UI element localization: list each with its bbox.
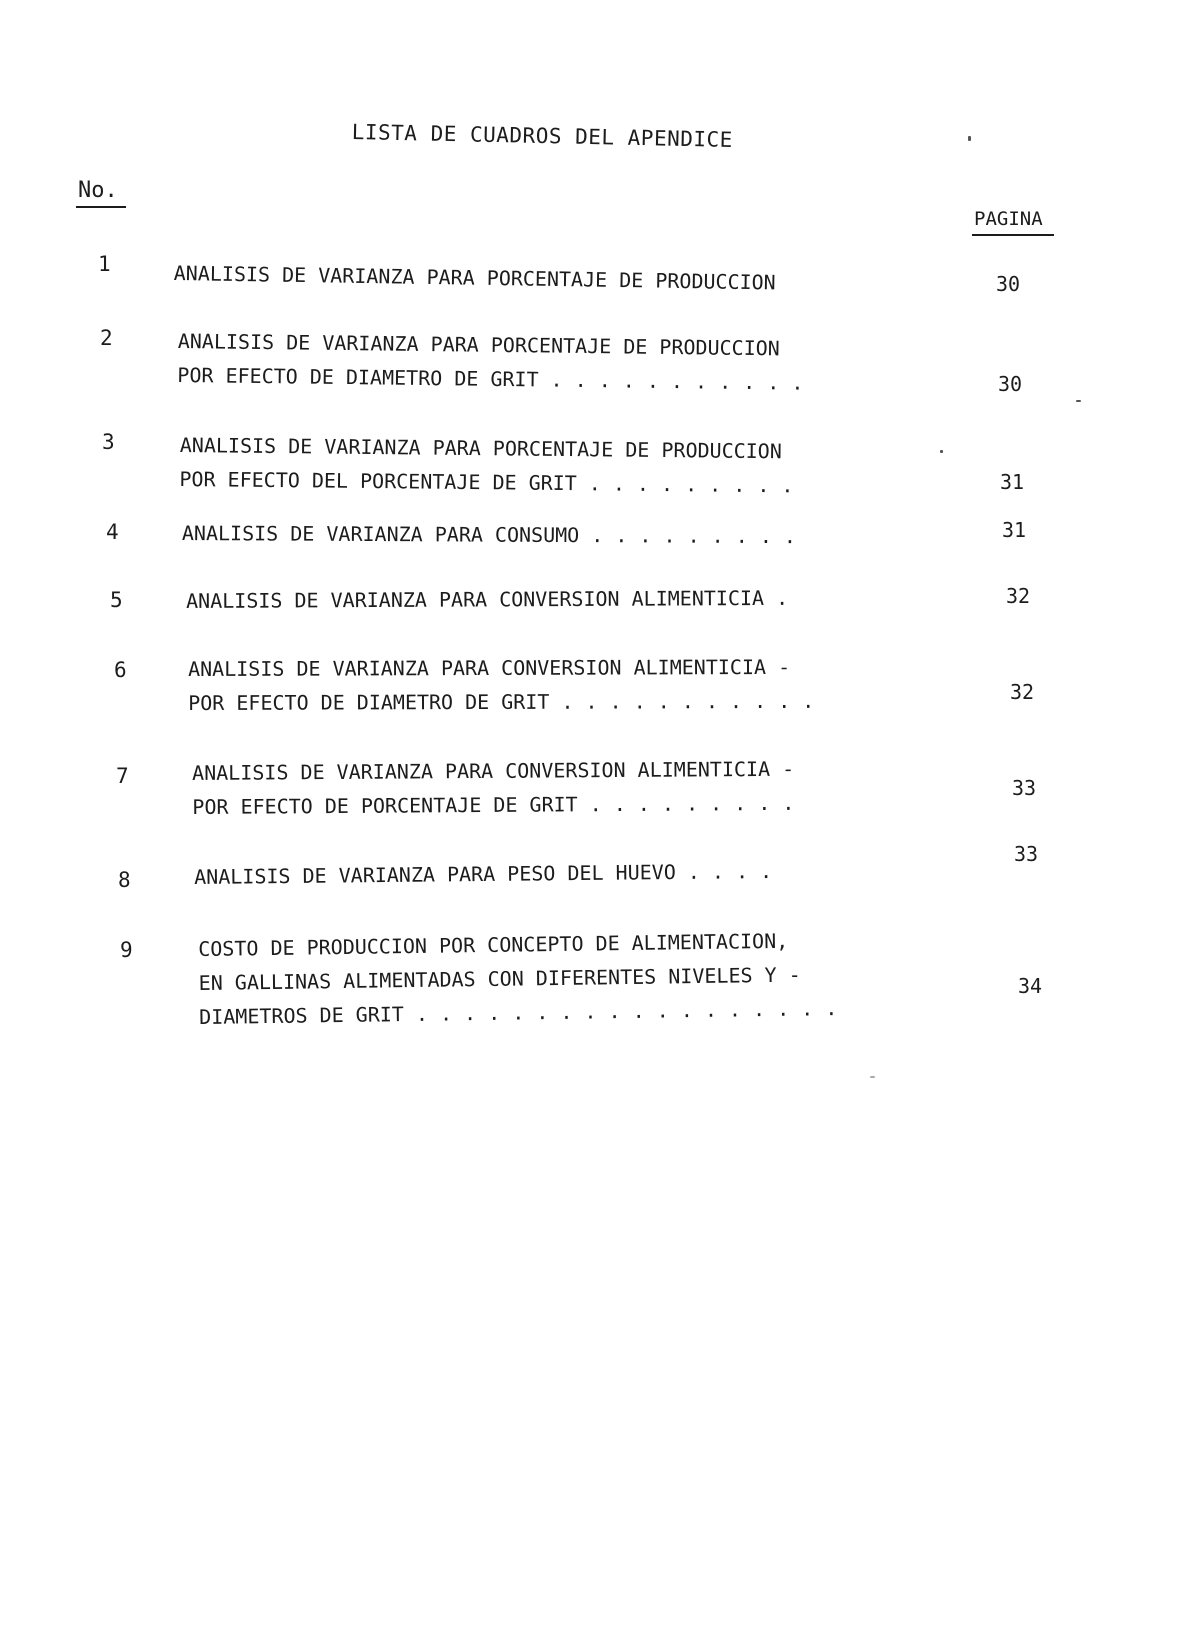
- entry-line: POR EFECTO DE DIAMETRO DE GRIT . . . . . . . . . . .: [177, 362, 804, 395]
- entry-page-number: 32: [1006, 584, 1031, 608]
- entry-description: [177, 324, 804, 400]
- entry-description: [173, 256, 776, 299]
- entry-line: COSTO DE PRODUCCION POR CONCEPTO DE ALIMENTACION,: [198, 928, 789, 961]
- entry-line: ANALISIS DE VARIANZA PARA CONVERSION ALIMENTICIA .: [186, 585, 789, 613]
- entry-page-number: 32: [1010, 680, 1035, 704]
- page-header-underline: [972, 234, 1054, 236]
- entry-description: [179, 428, 794, 502]
- scan-speck: [870, 1076, 875, 1078]
- entry-description: [198, 923, 838, 1034]
- entry-line: ANALISIS DE VARIANZA PARA PORCENTAJE DE PRODUCCION: [177, 328, 780, 361]
- entry-line: ANALISIS DE VARIANZA PARA PORCENTAJE DE PRODUCCION: [173, 260, 776, 295]
- page-column-header: PAGINA: [974, 208, 1043, 230]
- entry-number: 2: [100, 326, 113, 350]
- scan-speck: [968, 136, 971, 141]
- entry-page-number: 33: [1014, 842, 1039, 866]
- entry-number: 8: [118, 868, 131, 892]
- entry-line: ANALISIS DE VARIANZA PARA CONVERSION ALIMENTICIA -: [188, 654, 791, 681]
- number-header-underline: [76, 206, 126, 208]
- entry-line: POR EFECTO DE PORCENTAJE DE GRIT . . . . . . . . .: [192, 790, 795, 819]
- entry-line: EN GALLINAS ALIMENTADAS CON DIFERENTES NIVELES Y -: [198, 962, 801, 995]
- entry-page-number: 33: [1012, 776, 1037, 800]
- entry-line: POR EFECTO DE DIAMETRO DE GRIT . . . . . . . . . . .: [188, 688, 815, 715]
- entry-description: [194, 854, 772, 894]
- entry-line: ANALISIS DE VARIANZA PARA CONSUMO . . . . . . . . .: [181, 520, 797, 549]
- entry-page-number: 34: [1018, 974, 1043, 998]
- entry-description: [188, 650, 814, 720]
- entry-line: ANALISIS DE VARIANZA PARA PORCENTAJE DE PRODUCCION: [179, 432, 782, 464]
- entry-description: [186, 581, 788, 618]
- entry-description: [192, 752, 795, 824]
- entry-number: 4: [106, 520, 119, 544]
- entry-number: 3: [102, 430, 115, 454]
- entry-page-number: 31: [1000, 470, 1025, 494]
- scan-speck: [940, 450, 943, 453]
- page-title: LISTA DE CUADROS DEL APENDICE: [351, 120, 734, 152]
- entry-number: 5: [110, 588, 123, 612]
- entry-description: [182, 516, 796, 553]
- entry-line: ANALISIS DE VARIANZA PARA PESO DEL HUEVO . . . .: [194, 858, 773, 889]
- entry-page-number: 31: [1002, 518, 1027, 542]
- scan-speck: [1076, 400, 1081, 402]
- entry-line: ANALISIS DE VARIANZA PARA CONVERSION ALIMENTICIA -: [192, 756, 795, 785]
- number-column-header: No.: [78, 178, 118, 203]
- entry-number: 7: [116, 764, 129, 788]
- entry-number: 1: [98, 252, 111, 276]
- entry-number: 6: [114, 658, 127, 682]
- entry-page-number: 30: [998, 372, 1023, 396]
- entry-line: DIAMETROS DE GRIT . . . . . . . . . . . . . . . . . .: [199, 996, 838, 1029]
- entry-page-number: 30: [996, 272, 1021, 296]
- entry-number: 9: [120, 938, 133, 962]
- entry-line: POR EFECTO DEL PORCENTAJE DE GRIT . . . . . . . . .: [179, 466, 794, 498]
